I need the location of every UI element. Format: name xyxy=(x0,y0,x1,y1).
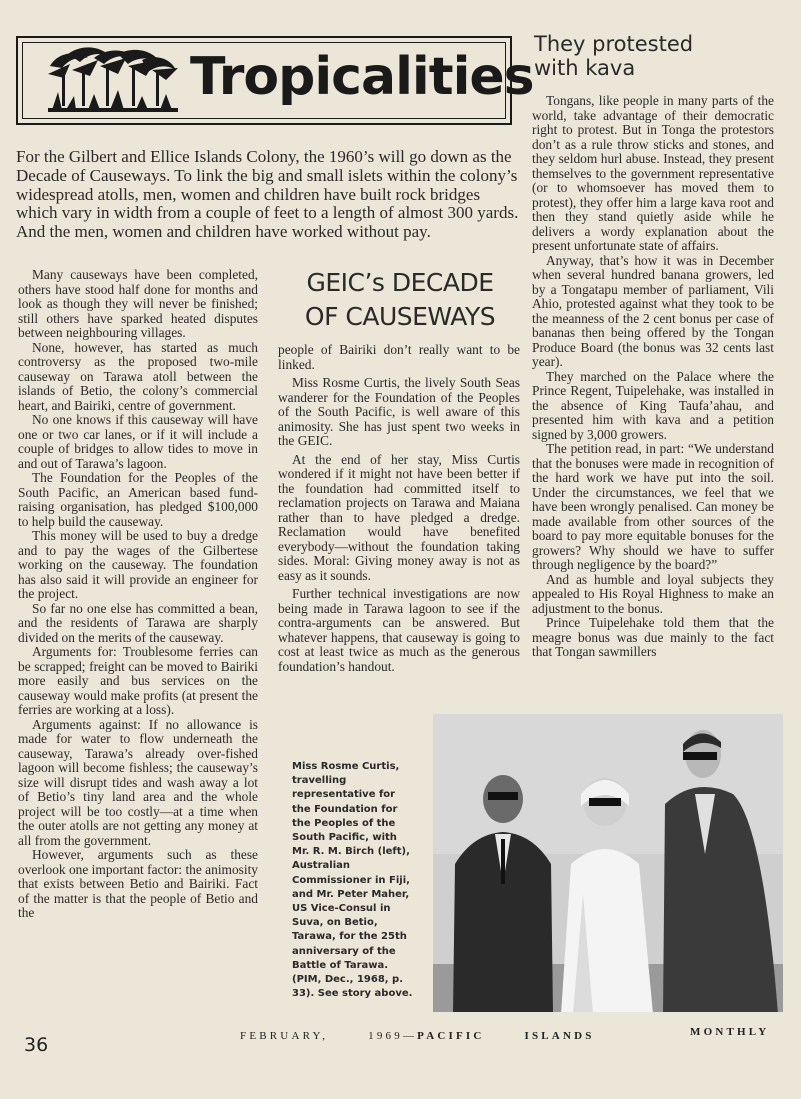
folio-pacific: PACIFIC xyxy=(417,1030,485,1042)
headline-line: GEIC’s DECADE xyxy=(306,268,494,297)
folio-islands: ISLANDS xyxy=(524,1030,595,1042)
paragraph: The petition read, in part: “We understand that the bonuses were made in recognition of the hard work we have put into the soil. Under the circumstances, we feel that we have been wrongly penalised. Can money be made available from other sources of the board to pay more equitable bonuses for the growers? Why should we have to suffer through negligence by the board?” xyxy=(532,441,774,572)
paragraph: Further technical investigations are now being made in Tarawa lagoon to see if the contra-arguments can be answered. But whatever happens, that causeway is going to cost at least twice as much as the generous foundation’s handout. xyxy=(278,586,520,674)
masthead-box xyxy=(16,36,534,125)
paragraph: No one knows if this causeway will have one or two car lanes, or if it will include a couple of bridges to allow tides to move in and out of Tarawa’s lagoon. xyxy=(18,412,258,471)
page-number: 36 xyxy=(24,1034,49,1056)
paragraph: They marched on the Palace where the Prince Regent, Tuipelehake, was installed in the absence of King Taufa’ahau, and presented him with kava and a petition signed by 3,000 growers. xyxy=(532,368,774,442)
article1-headline xyxy=(290,266,510,334)
folio-dash: — xyxy=(402,1030,418,1042)
article1-column1 xyxy=(18,268,258,921)
paragraph: And as humble and loyal subjects they appealed to His Royal Highness to make an adjustment to the bonus. xyxy=(532,571,774,616)
masthead-title: Tropicalities xyxy=(190,47,534,107)
article1-column2 xyxy=(278,343,520,674)
paragraph: This money will be used to buy a dredge and to pay the wages of the Gilbertese working on the causeway. The foundation has also said it will provide an engineer for the project. xyxy=(18,528,258,601)
paragraph: None, however, has started as much controversy as the proposed two-mile causeway on Tarawa atoll between the islands of Betio, the colony’s commercial heart, and Bairiki, centre of government. xyxy=(18,339,258,413)
paragraph: people of Bairiki don’t really want to be linked. xyxy=(278,342,520,372)
paragraph: So far no one else has committed a bean, and the residents of Tarawa are sharply divided on the merits of the causeway. xyxy=(18,600,258,645)
lead-paragraph: For the Gilbert and Ellice Islands Colony, the 1960’s will go down as the Decade of Causeways. To link the big and small islets within the colony’s widespread atolls, men, women and children have built rock bridges which vary in width from a couple of feet to a length of almost 300 yards. And the men, women and children have worked without pay. xyxy=(16,147,519,242)
palm-trees-logo-icon xyxy=(48,44,178,114)
folio-year: 1969 xyxy=(368,1030,403,1042)
paragraph: Miss Rosme Curtis, the lively South Seas wanderer for the Foundation of the Peoples of the South Pacific, is well aware of this animosity. She has just spent two weeks in the GEIC. xyxy=(278,375,520,448)
paragraph: The Foundation for the Peoples of the South Pacific, an American based fund-raising organisation, has pledged $100,000 to help build the causeway. xyxy=(18,470,258,529)
headline-line: with kava xyxy=(534,56,636,80)
paragraph: Anyway, that’s how it was in December when several hundred banana growers, led by a Tongatapu member of parliament, Vili Ahio, protested against what they took to be the meanness of the 2 cent bonus per case of bananas then being offered by the Tongan Produce Board (the bonus was 32 cents last year). xyxy=(532,252,774,369)
paragraph: Arguments for: Troublesome ferries can be scrapped; freight can be moved to Bairiki more easily and bus services on the causeway would make profits (at present the ferries are working at a loss). xyxy=(18,644,258,717)
folio-monthly: MONTHLY xyxy=(690,1026,770,1038)
folio-month: FEBRUARY, xyxy=(240,1030,329,1042)
paragraph: However, arguments such as these overlook one important factor: the animosity that exists between Betio and Bairiki. Fact of the matter is that the people of Betio and the xyxy=(18,847,258,920)
paragraph: Prince Tuipelehake told them that the meagre bonus was due mainly to the fact that Tongan sawmillers xyxy=(532,615,774,659)
paragraph: Arguments against: If no allowance is made for water to flow underneath the causeway, Tarawa’s already over-fished lagoon will become fishless; the causeway’s size will disrupt tides and wash away a lot of Betio’s tiny land area and the whole project will be too costly—at a time when the outer atolls are not getting any money at all from the government. xyxy=(18,716,258,848)
photograph xyxy=(433,714,783,1012)
photo-caption: Miss Rosme Curtis, travelling representative for the Foundation for the Peoples of the South Pacific, with Mr. R. M. Birch (left), Australian Commissioner in Fiji, and Mr. Peter Maher, US Vice-Consul in Suva, on Betio, Tarawa, for the 25th anniversary of the Battle of Tarawa. (PIM, Dec., 1968, p. 33). See story above. xyxy=(292,761,413,1000)
paragraph: At the end of her stay, Miss Curtis wondered if it might not have been better if the foundation had committed itself to reclamation projects on Tarawa and Maiana rather than to have pledged a dredge. Reclamation would have benefited everybody—without the foundation taking sides. Moral: Giving money away is not as easy as it sounds. xyxy=(278,451,520,583)
article2-headline xyxy=(534,32,784,80)
headline-line: They protested xyxy=(534,32,694,56)
folio-line xyxy=(240,1030,595,1042)
paragraph: Tongans, like people in many parts of the world, take advantage of their democratic right to protest. But in Tonga the protestors don’t as a rule throw sticks and stones, and they seldom hurl abuse. Instead, they present themselves to the government representative (or to whomsoever has moved them to protest), they offer him a large kava root and then they stand quietly aside while he delivers a wordy explanation about the present unfortunate state of affairs. xyxy=(532,93,774,253)
paragraph: Many causeways have been completed, others have stood half done for months and look as though they will never be finished; still others have sparked heated disputes between neighbouring villages. xyxy=(18,267,258,340)
article2-column xyxy=(532,94,774,660)
headline-line: OF CAUSEWAYS xyxy=(304,302,496,331)
